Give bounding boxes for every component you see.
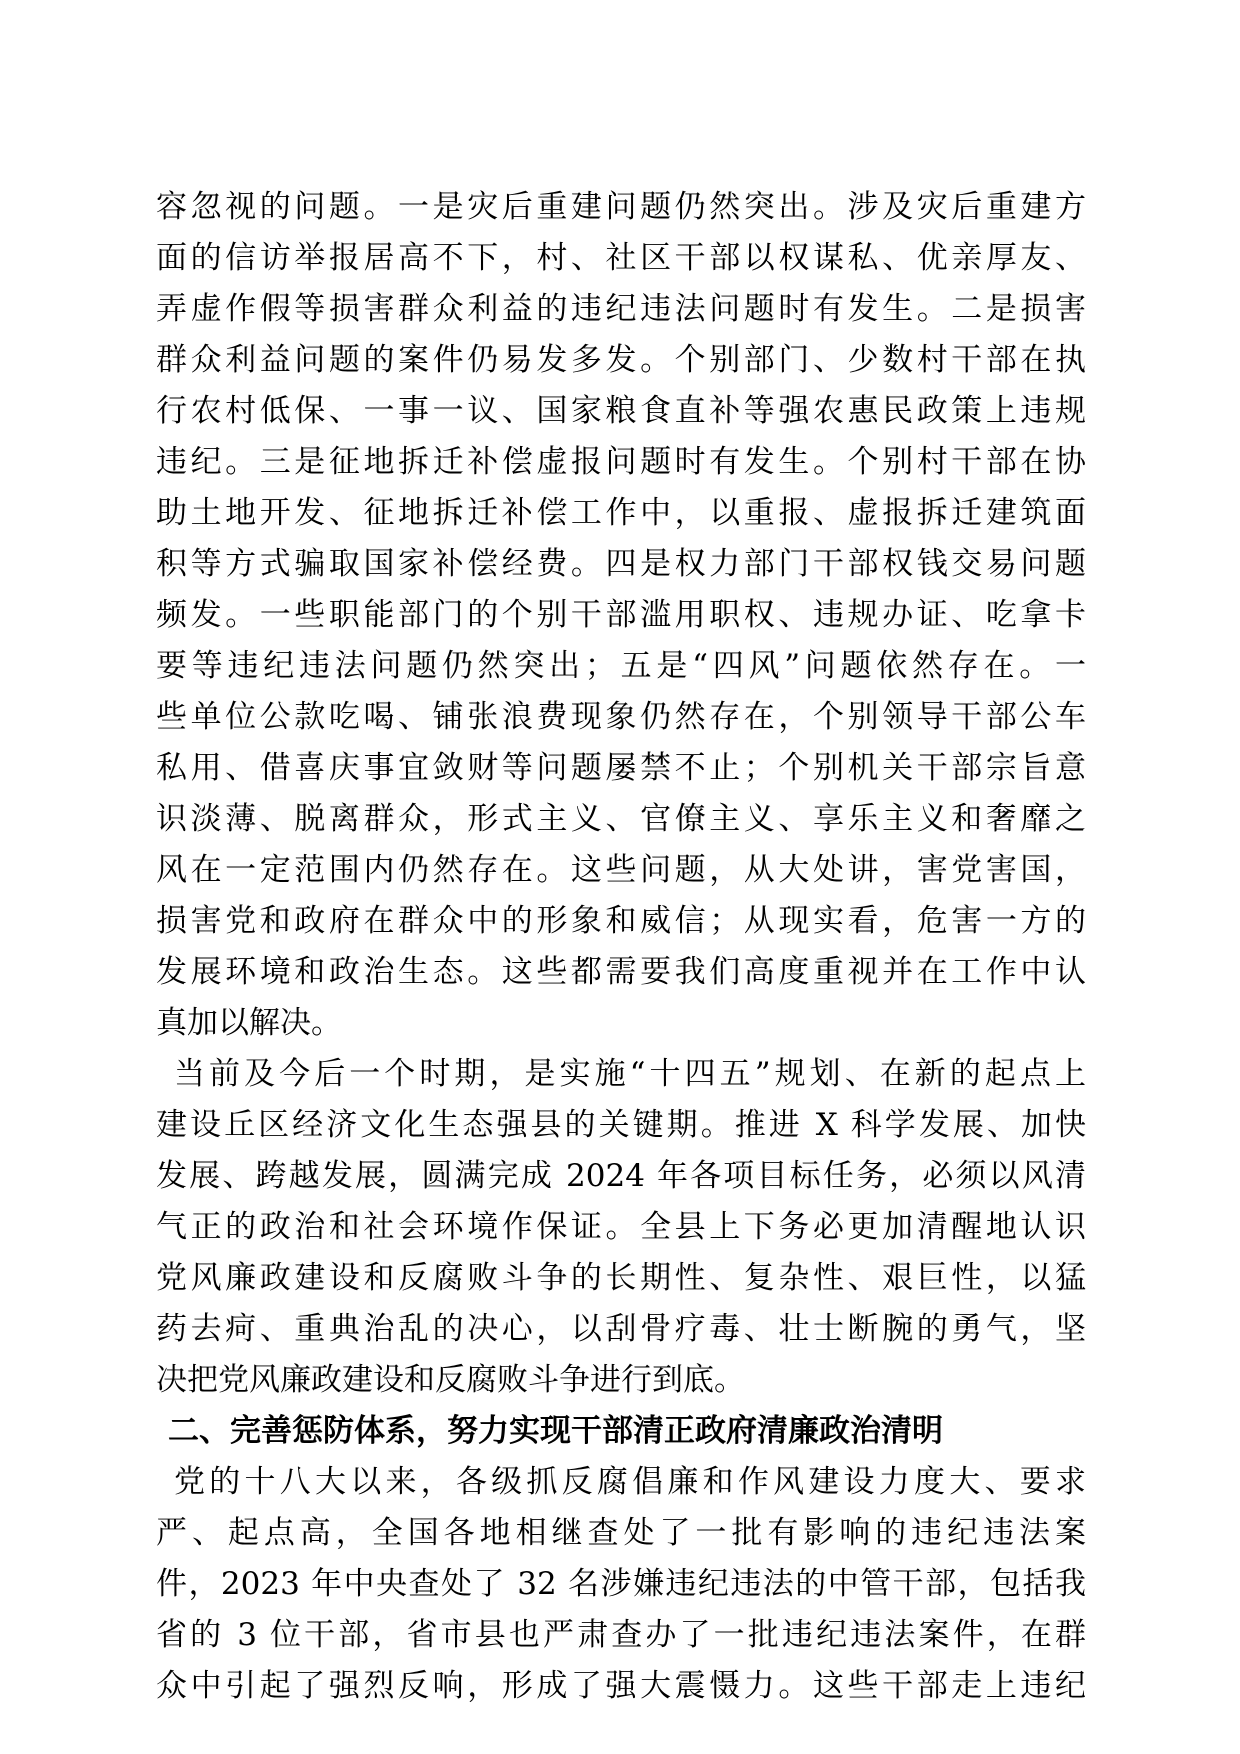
text-line: 当前及今后一个时期，是实施“十四五”规划、在新的起点上: [174, 1056, 1086, 1092]
text-line: 频发。一些职能部门的个别干部滥用职权、违规办证、吃拿卡: [156, 597, 1086, 633]
paragraph-current-period: [156, 1049, 1086, 1406]
text-line: 严、起点高，全国各地相继查处了一批有影响的违纪违法案: [156, 1515, 1086, 1551]
text-line: 发展环境和政治生态。这些都需要我们高度重视并在工作中认: [156, 954, 1086, 990]
text-line: 决把党风廉政建设和反腐败斗争进行到底。: [156, 1362, 745, 1398]
text-line: 件，2023 年中央查处了 32 名涉嫌违纪违法的中管干部，包括我: [156, 1566, 1086, 1602]
text-line: 面的信访举报居高不下，村、社区干部以权谋私、优亲厚友、: [156, 240, 1086, 276]
text-line: 党的十八大以来，各级抓反腐倡廉和作风建设力度大、要求: [174, 1464, 1086, 1500]
text-line: 党风廉政建设和反腐败斗争的长期性、复杂性、艰巨性，以猛: [156, 1260, 1086, 1296]
text-line: 容忽视的问题。一是灾后重建问题仍然突出。涉及灾后重建方: [156, 189, 1086, 225]
text-line: 真加以解决。: [156, 1005, 342, 1041]
text-line: 行农村低保、一事一议、国家粮食直补等强农惠民政策上违规: [156, 393, 1086, 429]
text-line: 建设丘区经济文化生态强县的关键期。推进 X 科学发展、加快: [156, 1107, 1086, 1143]
text-line: 发展、跨越发展，圆满完成 2024 年各项目标任务，必须以风清: [156, 1158, 1086, 1194]
text-line: 风在一定范围内仍然存在。这些问题，从大处讲，害党害国，: [156, 852, 1086, 888]
text-line: 众中引起了强烈反响，形成了强大震慑力。这些干部走上违纪: [156, 1668, 1086, 1704]
text-line: 省的 3 位干部，省市县也严肃查办了一批违纪违法案件，在群: [156, 1617, 1086, 1653]
document-body: [156, 182, 1086, 1712]
text-line: 弄虚作假等损害群众利益的违纪违法问题时有发生。二是损害: [156, 291, 1086, 327]
text-line: 要等违纪违法问题仍然突出；五是“四风”问题依然存在。一: [156, 648, 1086, 684]
text-line: 气正的政治和社会环境作保证。全县上下务必更加清醒地认识: [156, 1209, 1086, 1245]
text-line: 私用、借喜庆事宜敛财等问题屡禁不止；个别机关干部宗旨意: [156, 750, 1086, 786]
section-heading: 二、完善惩防体系，努力实现干部清正政府清廉政治清明: [168, 1413, 943, 1449]
text-line: 助土地开发、征地拆迁补偿工作中，以重报、虚报拆迁建筑面: [156, 495, 1086, 531]
text-line: 违纪。三是征地拆迁补偿虚报问题时有发生。个别村干部在协: [156, 444, 1086, 480]
text-line: 损害党和政府在群众中的形象和威信；从现实看，危害一方的: [156, 903, 1086, 939]
paragraph-since-18th-congress: [156, 1457, 1086, 1712]
text-line: 识淡薄、脱离群众，形式主义、官僚主义、享乐主义和奢靡之: [156, 801, 1086, 837]
text-line: 群众利益问题的案件仍易发多发。个别部门、少数村干部在执: [156, 342, 1086, 378]
text-line: 些单位公款吃喝、铺张浪费现象仍然存在，个别领导干部公车: [156, 699, 1086, 735]
text-line: 积等方式骗取国家补偿经费。四是权力部门干部权钱交易问题: [156, 546, 1086, 582]
text-line: 药去疴、重典治乱的决心，以刮骨疗毒、壮士断腕的勇气，坚: [156, 1311, 1086, 1347]
paragraph-problems: [156, 182, 1086, 1049]
